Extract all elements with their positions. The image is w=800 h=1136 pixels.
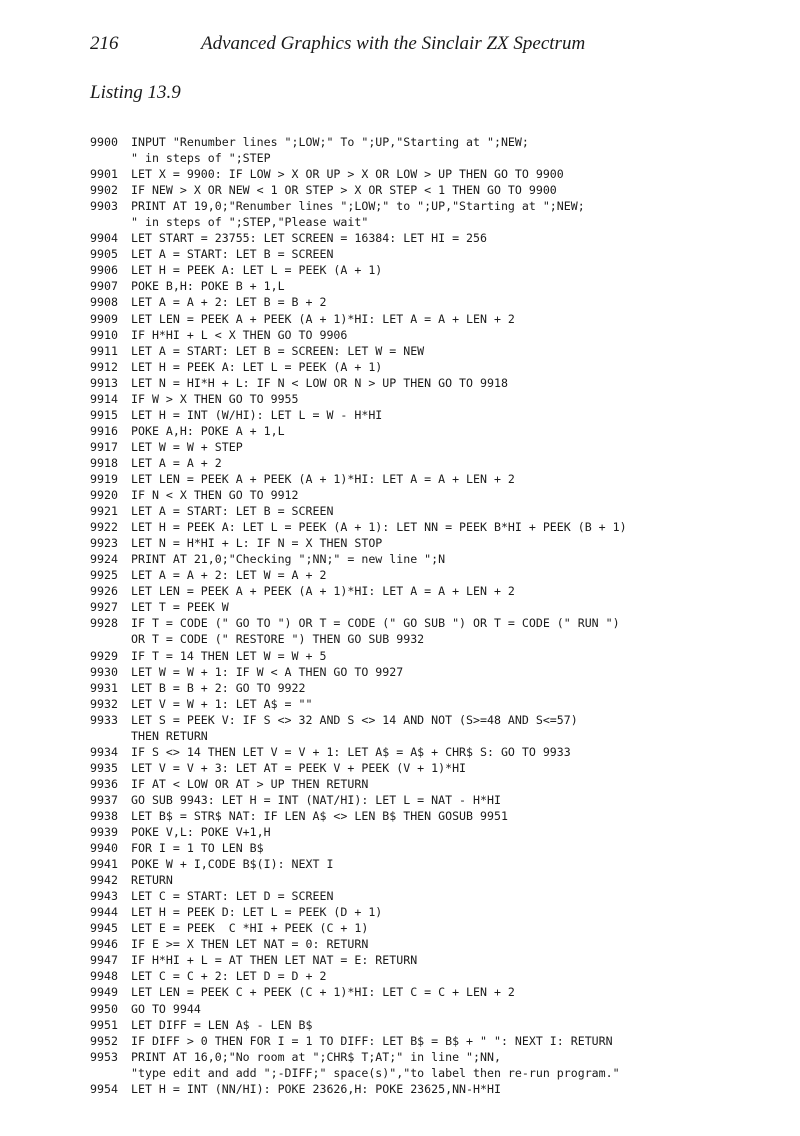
line-code: LET B = B + 2: GO TO 9922	[131, 680, 306, 695]
line-number: 9914	[90, 391, 118, 406]
line-number: 9905	[90, 247, 118, 262]
line-number: 9924	[90, 552, 118, 567]
line-number	[90, 1065, 131, 1081]
line-code: THEN RETURN	[131, 728, 208, 743]
line-number: 9913	[90, 375, 118, 390]
line-code: IF W > X THEN GO TO 9955	[131, 391, 299, 406]
code-line	[90, 952, 750, 968]
line-code: LET X = 9900: IF LOW > X OR UP > X OR LOW > UP THEN GO TO 9900	[131, 167, 564, 182]
code-line	[90, 1001, 750, 1017]
line-code: LET N = HI*H + L: IF N < LOW OR N > UP THEN GO TO 9918	[131, 375, 508, 390]
line-code: IF DIFF > 0 THEN FOR I = 1 TO DIFF: LET B$ = B$ + " ": NEXT I: RETURN	[131, 1033, 613, 1048]
code-line	[90, 583, 750, 599]
line-code: POKE W + I,CODE B$(I): NEXT I	[131, 857, 334, 872]
line-number: 9940	[90, 841, 118, 856]
code-line	[90, 1065, 750, 1081]
code-line	[90, 246, 750, 262]
line-code: LET LEN = PEEK A + PEEK (A + 1)*HI: LET A = A + LEN + 2	[131, 311, 515, 326]
line-number: 9925	[90, 568, 118, 583]
line-code: GO SUB 9943: LET H = INT (NAT/HI): LET L = NAT - H*HI	[131, 792, 501, 807]
line-number: 9908	[90, 295, 118, 310]
line-code: INPUT "Renumber lines ";LOW;" To ";UP,"Starting at ";NEW;	[131, 135, 529, 149]
code-line	[90, 936, 750, 952]
line-number: 9900	[90, 135, 118, 149]
code-line	[90, 359, 750, 375]
code-line	[90, 648, 750, 664]
line-code: LET V = V + 3: LET AT = PEEK V + PEEK (V + 1)*HI	[131, 760, 467, 775]
line-code: LET A = START: LET B = SCREEN	[131, 247, 334, 262]
line-number: 9954	[90, 1081, 118, 1096]
code-line	[90, 680, 750, 696]
book-title: Advanced Graphics with the Sinclair ZX Spectrum	[201, 33, 586, 54]
code-line	[90, 1017, 750, 1033]
line-number: 9906	[90, 263, 118, 278]
line-number: 9944	[90, 905, 118, 920]
line-code: POKE B,H: POKE B + 1,L	[131, 279, 285, 294]
line-code: FOR I = 1 TO LEN B$	[131, 841, 264, 856]
line-code: LET W = W + STEP	[131, 439, 243, 454]
line-number: 9911	[90, 343, 118, 358]
line-number: 9951	[90, 1017, 118, 1032]
code-line	[90, 535, 750, 551]
line-code: "type edit and add ";-DIFF;" space(s)","to label then re-run program."	[131, 1065, 620, 1080]
line-number: 9915	[90, 407, 118, 422]
line-code: POKE V,L: POKE V+1,H	[131, 825, 271, 840]
line-number: 9949	[90, 985, 118, 1000]
line-number: 9930	[90, 664, 118, 679]
code-line	[90, 230, 750, 246]
line-number: 9926	[90, 584, 118, 599]
code-line	[90, 776, 750, 792]
line-number: 9907	[90, 279, 118, 294]
line-code: GO TO 9944	[131, 1001, 201, 1016]
line-code: LET H = PEEK A: LET L = PEEK (A + 1): LET NN = PEEK B*HI + PEEK (B + 1)	[131, 520, 627, 535]
line-code: LET A = START: LET B = SCREEN	[131, 504, 334, 519]
line-number: 9953	[90, 1049, 118, 1064]
line-code: " in steps of ";STEP	[131, 151, 271, 166]
line-number: 9948	[90, 969, 118, 984]
code-line	[90, 968, 750, 984]
line-code: LET S = PEEK V: IF S <> 32 AND S <> 14 AND NOT (S>=48 AND S<=57)	[131, 712, 578, 727]
line-number	[90, 150, 131, 166]
code-line	[90, 872, 750, 888]
code-line	[90, 166, 750, 182]
code-line	[90, 696, 750, 712]
code-line	[90, 760, 750, 776]
code-line	[90, 1033, 750, 1049]
line-number: 9950	[90, 1001, 118, 1016]
line-number: 9909	[90, 311, 118, 326]
line-number: 9943	[90, 889, 118, 904]
line-code: LET E = PEEK C *HI + PEEK (C + 1)	[131, 921, 369, 936]
code-line	[90, 824, 750, 840]
code-line	[90, 984, 750, 1000]
line-number: 9939	[90, 825, 118, 840]
code-line	[90, 294, 750, 310]
page-number: 216	[90, 33, 119, 54]
code-line	[90, 1049, 750, 1065]
line-number: 9941	[90, 857, 118, 872]
line-code: LET H = INT (NN/HI): POKE 23626,H: POKE 23625,NN-H*HI	[131, 1081, 501, 1096]
line-code: LET LEN = PEEK A + PEEK (A + 1)*HI: LET A = A + LEN + 2	[131, 471, 515, 486]
line-number: 9935	[90, 760, 118, 775]
line-number: 9904	[90, 231, 118, 246]
code-line	[90, 487, 750, 503]
code-line	[90, 439, 750, 455]
line-number: 9910	[90, 327, 118, 342]
code-line	[90, 840, 750, 856]
code-line	[90, 343, 750, 359]
code-line	[90, 920, 750, 936]
line-code: IF T = CODE (" GO TO ") OR T = CODE (" GO SUB ") OR T = CODE (" RUN ")	[131, 616, 620, 631]
code-line	[90, 888, 750, 904]
line-code: POKE A,H: POKE A + 1,L	[131, 423, 285, 438]
line-number: 9945	[90, 921, 118, 936]
line-code: LET V = W + 1: LET A$ = ""	[131, 696, 313, 711]
line-number: 9921	[90, 504, 118, 519]
line-number: 9917	[90, 439, 118, 454]
line-number: 9933	[90, 712, 118, 727]
code-line	[90, 391, 750, 407]
line-number: 9927	[90, 600, 118, 615]
line-code: IF H*HI + L < X THEN GO TO 9906	[131, 327, 348, 342]
code-line	[90, 327, 750, 343]
line-number: 9922	[90, 520, 118, 535]
code-line	[90, 615, 750, 631]
code-line	[90, 455, 750, 471]
code-line	[90, 599, 750, 615]
code-line	[90, 631, 750, 647]
line-number: 9942	[90, 873, 118, 888]
code-line	[90, 728, 750, 744]
line-code: LET A = A + 2: LET B = B + 2	[131, 295, 327, 310]
line-code: LET H = PEEK D: LET L = PEEK (D + 1)	[131, 905, 383, 920]
code-line	[90, 198, 750, 214]
line-number: 9952	[90, 1033, 118, 1048]
line-code: IF S <> 14 THEN LET V = V + 1: LET A$ = A$ + CHR$ S: GO TO 9933	[131, 744, 571, 759]
code-line	[90, 150, 750, 166]
code-line	[90, 551, 750, 567]
line-number: 9901	[90, 167, 118, 182]
line-code: LET H = PEEK A: LET L = PEEK (A + 1)	[131, 359, 383, 374]
code-line	[90, 808, 750, 824]
line-code: LET A = START: LET B = SCREEN: LET W = NEW	[131, 343, 425, 358]
code-line	[90, 744, 750, 760]
line-number	[90, 214, 131, 230]
line-number: 9928	[90, 616, 118, 631]
code-listing	[90, 134, 750, 1097]
code-line	[90, 567, 750, 583]
line-number: 9947	[90, 953, 118, 968]
line-number: 9934	[90, 744, 118, 759]
line-code: LET H = PEEK A: LET L = PEEK (A + 1)	[131, 263, 383, 278]
code-line	[90, 471, 750, 487]
line-number: 9919	[90, 471, 118, 486]
code-line	[90, 214, 750, 230]
line-number: 9923	[90, 536, 118, 551]
code-line	[90, 278, 750, 294]
line-code: LET C = C + 2: LET D = D + 2	[131, 969, 327, 984]
code-line	[90, 664, 750, 680]
line-code: PRINT AT 19,0;"Renumber lines ";LOW;" to ";UP,"Starting at ";NEW;	[131, 199, 585, 214]
line-code: IF AT < LOW OR AT > UP THEN RETURN	[131, 776, 369, 791]
line-number: 9902	[90, 183, 118, 198]
line-code: LET DIFF = LEN A$ - LEN B$	[131, 1017, 313, 1032]
line-number	[90, 728, 131, 744]
line-code: IF T = 14 THEN LET W = W + 5	[131, 648, 327, 663]
line-number: 9946	[90, 937, 118, 952]
line-code: LET N = H*HI + L: IF N = X THEN STOP	[131, 536, 383, 551]
line-code: IF E >= X THEN LET NAT = 0: RETURN	[131, 937, 369, 952]
line-number: 9903	[90, 199, 118, 214]
code-line	[90, 407, 750, 423]
line-number: 9918	[90, 455, 118, 470]
line-number: 9929	[90, 648, 118, 663]
code-line	[90, 262, 750, 278]
code-line	[90, 134, 750, 150]
line-code: LET START = 23755: LET SCREEN = 16384: LET HI = 256	[131, 231, 487, 246]
code-line	[90, 423, 750, 439]
line-number: 9931	[90, 680, 118, 695]
line-code: " in steps of ";STEP,"Please wait"	[131, 215, 369, 230]
line-number: 9937	[90, 792, 118, 807]
code-line	[90, 792, 750, 808]
line-code: IF NEW > X OR NEW < 1 OR STEP > X OR STEP < 1 THEN GO TO 9900	[131, 183, 557, 198]
page-header	[90, 33, 730, 63]
code-line	[90, 856, 750, 872]
line-code: LET T = PEEK W	[131, 600, 229, 615]
line-number: 9932	[90, 696, 118, 711]
line-code: RETURN	[131, 873, 173, 888]
line-code: PRINT AT 21,0;"Checking ";NN;" = new line ";N	[131, 552, 446, 567]
code-line	[90, 519, 750, 535]
line-code: LET B$ = STR$ NAT: IF LEN A$ <> LEN B$ THEN GOSUB 9951	[131, 808, 508, 823]
code-line	[90, 375, 750, 391]
code-line	[90, 904, 750, 920]
line-code: PRINT AT 16,0;"No room at ";CHR$ T;AT;" in line ";NN,	[131, 1049, 501, 1064]
line-code: LET H = INT (W/HI): LET L = W - H*HI	[131, 407, 383, 422]
line-code: LET A = A + 2: LET W = A + 2	[131, 568, 327, 583]
code-line	[90, 311, 750, 327]
line-number	[90, 631, 131, 647]
code-line	[90, 1081, 750, 1097]
line-code: IF N < X THEN GO TO 9912	[131, 488, 299, 503]
line-code: LET C = START: LET D = SCREEN	[131, 889, 334, 904]
line-number: 9920	[90, 488, 118, 503]
line-code: LET A = A + 2	[131, 455, 222, 470]
line-code: LET LEN = PEEK A + PEEK (A + 1)*HI: LET A = A + LEN + 2	[131, 584, 515, 599]
line-number: 9936	[90, 776, 118, 791]
code-line	[90, 712, 750, 728]
line-number: 9938	[90, 808, 118, 823]
line-code: IF H*HI + L = AT THEN LET NAT = E: RETURN	[131, 953, 418, 968]
code-line	[90, 503, 750, 519]
code-line	[90, 182, 750, 198]
line-number: 9916	[90, 423, 118, 438]
line-code: LET W = W + 1: IF W < A THEN GO TO 9927	[131, 664, 404, 679]
line-code: OR T = CODE (" RESTORE ") THEN GO SUB 9932	[131, 632, 425, 647]
line-number: 9912	[90, 359, 118, 374]
listing-title: Listing 13.9	[90, 82, 181, 103]
line-code: LET LEN = PEEK C + PEEK (C + 1)*HI: LET C = C + LEN + 2	[131, 985, 515, 1000]
